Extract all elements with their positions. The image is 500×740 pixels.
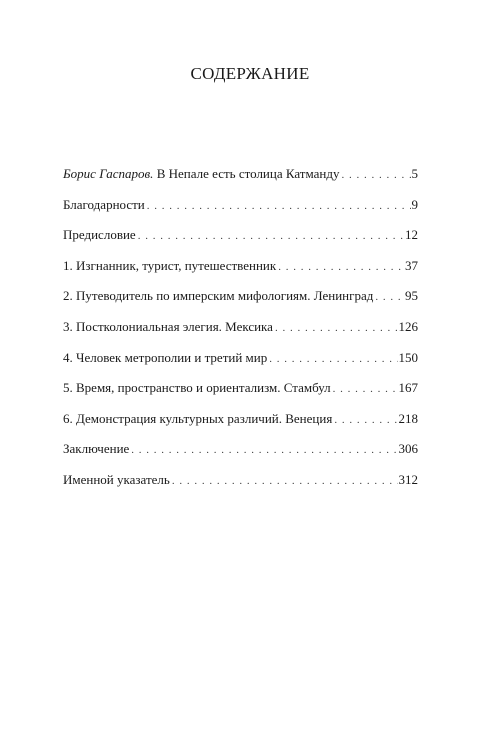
entry-label: Благодарности bbox=[63, 196, 145, 212]
entry-label: 5. Время, пространство и ориентализм. Стамбул bbox=[63, 380, 331, 396]
page-number: 167 bbox=[398, 380, 418, 396]
table-of-contents bbox=[63, 165, 418, 502]
dot-leader bbox=[341, 166, 410, 184]
entry-label: 2. Путеводитель по имперским мифологиям. Ленинград bbox=[63, 288, 374, 304]
dot-leader bbox=[138, 227, 404, 245]
dot-leader bbox=[269, 350, 397, 368]
toc-entry bbox=[63, 410, 418, 441]
page-number: 95 bbox=[405, 288, 418, 304]
entry-label: Заключение bbox=[63, 441, 130, 457]
page-number: 9 bbox=[411, 196, 418, 212]
entry-label: 4. Человек метрополии и третий мир bbox=[63, 349, 268, 365]
entry-label: 1. Изгнанник, турист, путешественник bbox=[63, 257, 277, 273]
entry-label: Предисловие bbox=[63, 227, 136, 243]
page-number: 150 bbox=[398, 349, 418, 365]
toc-entry bbox=[63, 196, 418, 227]
page-number: 306 bbox=[398, 441, 418, 457]
toc-entry bbox=[63, 287, 418, 318]
page-number: 5 bbox=[411, 166, 418, 181]
dot-leader bbox=[334, 411, 397, 429]
toc-entry bbox=[63, 349, 418, 380]
page-number: 126 bbox=[398, 318, 418, 334]
toc-entry bbox=[63, 471, 418, 502]
toc-entry bbox=[63, 440, 418, 471]
toc-entry bbox=[63, 257, 418, 288]
page-title: СОДЕРЖАНИЕ bbox=[190, 64, 310, 83]
dot-leader bbox=[333, 380, 398, 398]
toc-entry bbox=[63, 318, 418, 349]
toc-entry bbox=[63, 165, 418, 196]
entry-label: 3. Постколониальная элегия. Мексика bbox=[63, 318, 273, 334]
entry-label: В Непале есть столица Катманду bbox=[153, 166, 340, 181]
dot-leader bbox=[375, 288, 404, 306]
entry-label: Именной указатель bbox=[63, 471, 170, 487]
dot-leader bbox=[278, 258, 404, 276]
entry-author: Борис Гаспаров. bbox=[63, 166, 154, 181]
page-number: 37 bbox=[405, 257, 418, 273]
dot-leader bbox=[147, 197, 411, 215]
toc-entry bbox=[63, 226, 418, 257]
toc-entry bbox=[63, 379, 418, 410]
page-number: 312 bbox=[398, 471, 418, 487]
page-number: 12 bbox=[405, 227, 418, 243]
entry-label: 6. Демонстрация культурных различий. Венеция bbox=[63, 410, 333, 426]
dot-leader bbox=[275, 319, 398, 337]
dot-leader bbox=[172, 472, 398, 490]
dot-leader bbox=[131, 441, 397, 459]
page-number: 218 bbox=[398, 410, 418, 426]
entry-title bbox=[63, 165, 339, 183]
